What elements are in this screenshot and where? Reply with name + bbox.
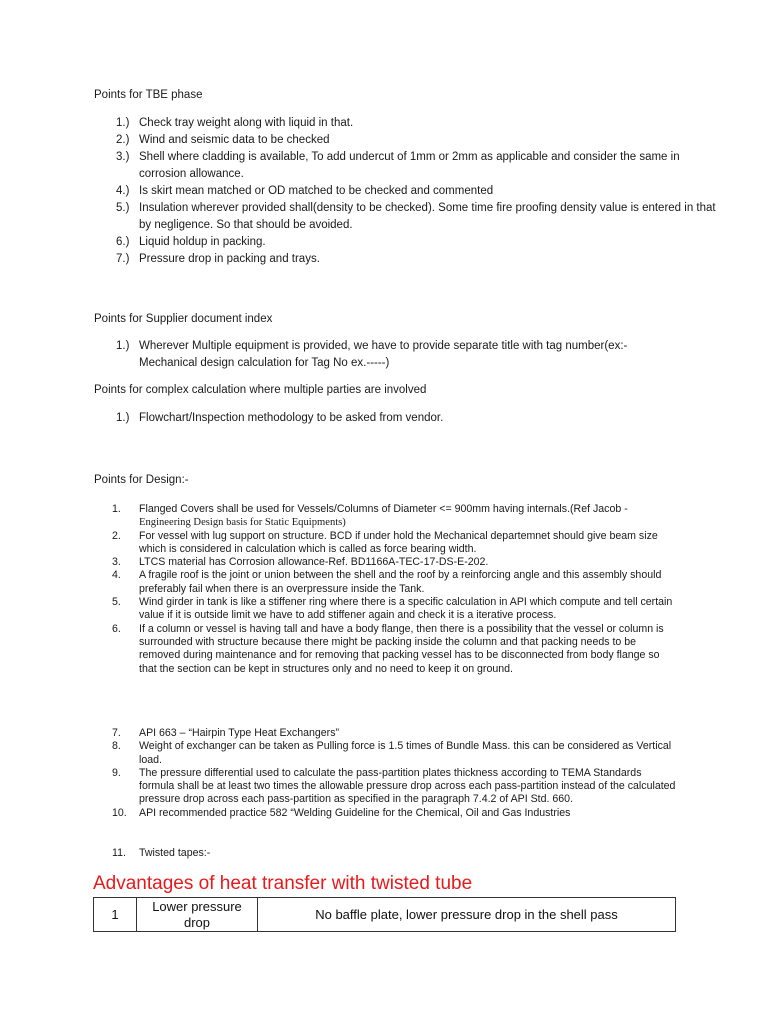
table-cell-index: 1 (94, 898, 137, 932)
table-cell-feature: Lower pressure drop (137, 898, 258, 932)
list-item: 7. API 663 – “Hairpin Type Heat Exchangers” (112, 727, 340, 739)
list-item: 11. Twisted tapes:- (112, 847, 211, 859)
design-list (94, 503, 679, 676)
list-item: 6. If a column or vessel is having tall and have a body flange, then there is a possibility that the vessel or column is surrounded with structure because there might be packing inside the column and that packing needs to be removed during maintenance and for removing that packing vessel has to be disconnected from body flange so that the section can be kept in structures only and no need to keep it on ground. (112, 622, 664, 675)
list-item: 5.) Insulation wherever provided shall(density to be checked). Some time fire proofing density value is entered in that by negligence. So that should be avoided. (116, 202, 716, 231)
list-item: 2. For vessel with lug support on structure. BCD if under hold the Mechanical departemnet should give beam size which is considered in calculation which is called as force bearing width. (112, 529, 658, 555)
list-item: 1. Flanged Covers shall be used for Vessels/Columns of Diameter <= 900mm having internals.(Ref Jacob - Engineering Design basis for Static Equipments) (112, 503, 628, 529)
list-item: 1.) Wherever Multiple equipment is provided, we have to provide separate title with tag number(ex:- Mechanical design calculation for Tag No ex.-----) (116, 340, 628, 369)
list-item: 5. Wind girder in tank is like a stiffener ring where there is a specific calculation in API which compute and tell certain value if it is outside limit we have to add stiffener again and check it is a iterative process. (112, 596, 673, 622)
complex-list (94, 410, 699, 427)
list-item: 4.) Is skirt mean matched or OD matched to be checked and commented (116, 185, 494, 197)
list-item: 10. API recommended practice 582 “Welding Guideline for the Chemical, Oil and Gas Industries (112, 806, 571, 819)
list-item: 6.) Liquid holdup in packing. (116, 236, 266, 248)
list-item: 4. A fragile roof is the joint or union between the shell and the roof by a reinforcing angle and this assembly should preferably fail when there is an overpressure inside the Tank. (112, 569, 662, 595)
advantages-title: Advantages of heat transfer with twisted tube (93, 873, 473, 894)
list-item: 3.) Shell where cladding is available, To add undercut of 1mm or 2mm as applicable and consider the same in corrosion allowance. (116, 151, 680, 180)
advantages-table (93, 897, 676, 932)
list-item: 3. LTCS material has Corrosion allowance-Ref. BD1166A-TEC-17-DS-E-202. (112, 556, 489, 569)
tbe-list (94, 115, 719, 268)
complex-heading: Points for complex calculation where multiple parties are involved (94, 384, 427, 396)
tbe-heading: Points for TBE phase (94, 89, 203, 101)
list-item: 8. Weight of exchanger can be taken as Pulling force is 1.5 times of Bundle Mass. this can be considered as Vertical load. (112, 740, 672, 766)
list-item: 1.) Flowchart/Inspection methodology to be asked from vendor. (116, 412, 444, 424)
design-heading: Points for Design:- (94, 474, 189, 486)
list-item: 7.) Pressure drop in packing and trays. (116, 253, 320, 265)
design-list-continued (94, 727, 699, 820)
list-item: 9. The pressure differential used to calculate the pass-partition plates thickness according to TEMA Standards formula shall be at least two times the allowable pressure drop across each pass-partition instead of the calculated pressure drop across each pass-partition as specified in the paragraph 7.4.2 of API Std. 660. (112, 766, 676, 806)
table-row (94, 898, 676, 932)
supplier-heading: Points for Supplier document index (94, 313, 273, 325)
list-item: 2.) Wind and seismic data to be checked (116, 134, 330, 146)
table-cell-description: No baffle plate, lower pressure drop in the shell pass (258, 898, 676, 932)
supplier-list (94, 338, 684, 372)
list-item: 1.) Check tray weight along with liquid in that. (116, 117, 354, 129)
design-list-final (94, 847, 679, 860)
